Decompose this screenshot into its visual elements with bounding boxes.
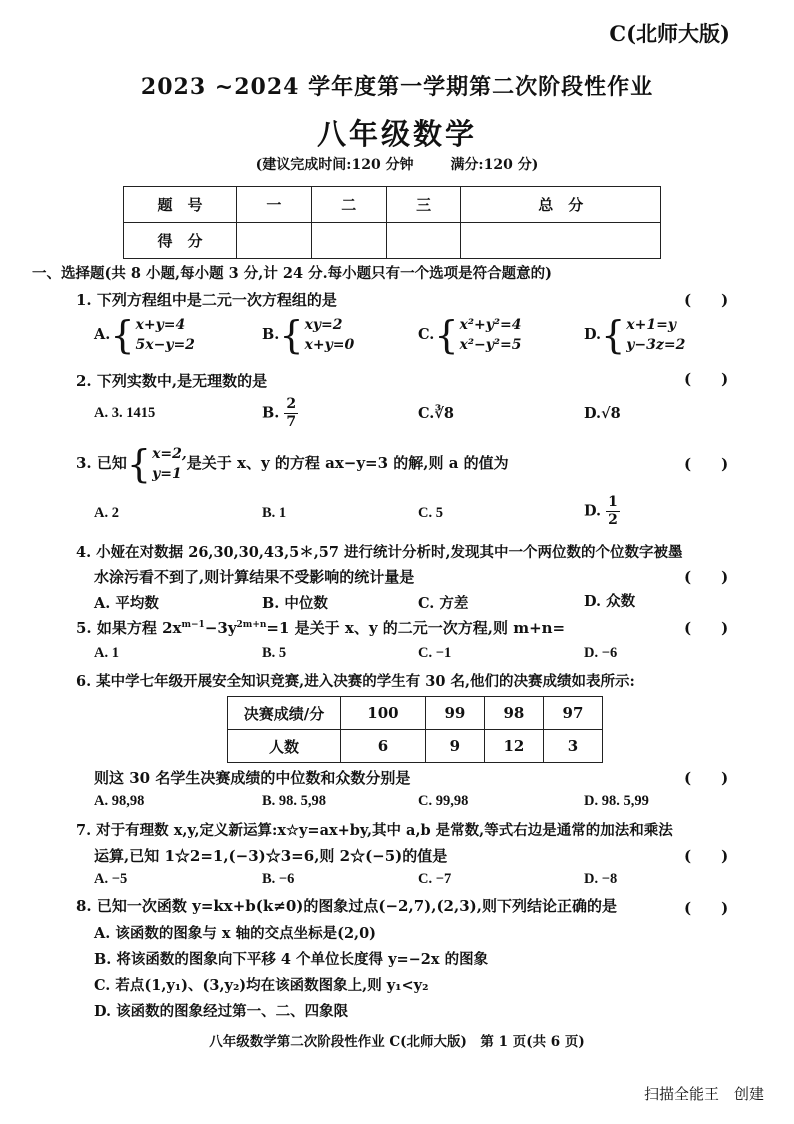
q6-option-d[interactable]: D. 98. 5,99 bbox=[584, 793, 649, 809]
q8-answer-blank[interactable]: ( ) bbox=[684, 899, 729, 917]
q1-a-label: A. bbox=[94, 326, 111, 343]
q5-option-c[interactable]: C. −1 bbox=[418, 645, 452, 661]
q6-table-cell: 100 bbox=[341, 697, 426, 730]
q2-option-b[interactable] bbox=[262, 396, 298, 431]
score-table-score-row bbox=[124, 223, 661, 259]
q5-stem-mid: −3y bbox=[204, 619, 237, 637]
score-header-cell: 三 bbox=[386, 187, 461, 223]
q1-option-a[interactable] bbox=[94, 315, 195, 355]
score-cell-total[interactable] bbox=[461, 223, 661, 259]
left-brace-icon: { bbox=[279, 313, 304, 357]
q3-answer-blank[interactable]: ( ) bbox=[684, 455, 729, 473]
q8-option-c[interactable]: C. 若点(1,y₁)、(3,y₂)均在该函数图象上,则 y₁<y₂ bbox=[94, 977, 429, 994]
q2-option-d[interactable] bbox=[584, 405, 621, 422]
section-heading: 一、选择题(共 8 小题,每小题 3 分,计 24 分.每小题只有一个选项是符合题意的) bbox=[32, 265, 553, 282]
q6-table-cell: 99 bbox=[425, 697, 484, 730]
score-header-cell: 总 分 bbox=[461, 187, 661, 223]
q6-table-cell: 12 bbox=[484, 730, 543, 763]
q3-sys-eq2: y=1 bbox=[152, 466, 182, 482]
time-score-note bbox=[0, 154, 794, 174]
q4-option-d[interactable]: D. 众数 bbox=[584, 593, 636, 610]
q3-option-a[interactable]: A. 2 bbox=[94, 505, 119, 521]
q2-answer-blank[interactable]: ( ) bbox=[684, 370, 729, 388]
q3-d-label: D. bbox=[584, 502, 602, 520]
fraction bbox=[606, 494, 620, 529]
q1-d-label: D. bbox=[584, 326, 602, 343]
q6-answer-blank[interactable]: ( ) bbox=[684, 769, 729, 787]
q3-option-b[interactable]: B. 1 bbox=[262, 505, 287, 521]
q1-b-label: B. bbox=[262, 326, 280, 343]
q6-table-cell: 决赛成绩/分 bbox=[228, 697, 341, 730]
q1-option-c[interactable] bbox=[418, 315, 521, 355]
q6-score-table bbox=[227, 696, 603, 763]
q2-c-label: C. bbox=[418, 405, 435, 422]
q1-answer-blank[interactable]: ( ) bbox=[684, 291, 729, 309]
q6-table-cell: 6 bbox=[341, 730, 426, 763]
q7-option-d[interactable]: D. −8 bbox=[584, 871, 618, 887]
q5-stem bbox=[76, 617, 565, 638]
q3-option-d[interactable] bbox=[584, 494, 620, 529]
q1-b-eq2: x+y=0 bbox=[304, 337, 355, 353]
q8-option-d[interactable]: D. 该函数的图象经过第一、二、四象限 bbox=[94, 1003, 349, 1020]
q6-option-b[interactable]: B. 98. 5,98 bbox=[262, 793, 327, 809]
q2-option-c[interactable] bbox=[418, 405, 454, 422]
q6-table-count-row bbox=[228, 730, 603, 763]
scanner-watermark: 扫描全能王 创建 bbox=[643, 1085, 764, 1103]
q3-option-c[interactable]: C. 5 bbox=[418, 505, 443, 521]
q4-option-b[interactable]: B. 中位数 bbox=[262, 595, 328, 612]
q1-c-eq1: x²+y²=4 bbox=[459, 317, 522, 333]
subject-title: 八年级数学 bbox=[316, 117, 477, 151]
q6-stem: 6. 某中学七年级开展安全知识竞赛,进入决赛的学生有 30 名,他们的决赛成绩如表所示: bbox=[76, 673, 635, 690]
score-note: 满分:120 分) bbox=[450, 157, 539, 173]
q6-follow-up: 则这 30 名学生决赛成绩的中位数和众数分别是 bbox=[94, 769, 411, 787]
page-footer: 八年级数学第二次阶段性作业 C(北师大版) 第 1 页(共 6 页) bbox=[209, 1034, 585, 1050]
q6-table-header-row bbox=[228, 697, 603, 730]
score-cell-1[interactable] bbox=[237, 223, 312, 259]
left-brace-icon: { bbox=[110, 313, 135, 357]
numerator: 2 bbox=[286, 396, 297, 412]
q5-option-d[interactable]: D. −6 bbox=[584, 645, 618, 661]
left-brace-icon: { bbox=[126, 442, 152, 486]
q7-option-c[interactable]: C. −7 bbox=[418, 871, 452, 887]
q4-option-c[interactable]: C. 方差 bbox=[418, 595, 469, 612]
q6-table-cell: 97 bbox=[543, 697, 602, 730]
q7-option-a[interactable]: A. −5 bbox=[94, 871, 128, 887]
denominator: 7 bbox=[286, 414, 297, 430]
q6-option-a[interactable]: A. 98,98 bbox=[94, 793, 145, 809]
q6-option-c[interactable]: C. 99,98 bbox=[418, 793, 469, 809]
q3-stem-pre: 3. 已知 bbox=[76, 454, 127, 472]
q2-stem: 2. 下列实数中,是无理数的是 bbox=[76, 372, 268, 390]
q5-option-b[interactable]: B. 5 bbox=[262, 645, 287, 661]
q1-b-eq1: xy=2 bbox=[304, 317, 343, 333]
q1-a-eq2: 5x−y=2 bbox=[135, 337, 195, 353]
q5-stem-post: =1 是关于 x、y 的二元一次方程,则 m+n= bbox=[266, 619, 566, 637]
q6-table-cell: 人数 bbox=[228, 730, 341, 763]
left-brace-icon: { bbox=[601, 313, 626, 357]
time-note: (建议完成时间:120 分钟 bbox=[255, 157, 414, 173]
q4-option-a[interactable]: A. 平均数 bbox=[94, 595, 159, 612]
square-root-value: √8 bbox=[601, 405, 621, 422]
fraction bbox=[284, 396, 298, 431]
score-cell-3[interactable] bbox=[386, 223, 461, 259]
q7-stem-line1: 7. 对于有理数 x,y,定义新运算:x☆y=ax+by,其中 a,b 是常数,等式右边是通常的加法和乘法 bbox=[76, 822, 673, 839]
q1-d-eq2: y−3z=2 bbox=[626, 337, 686, 353]
q5-exponent-2: 2m+n bbox=[236, 620, 267, 630]
q3-stem-post: 是关于 x、y 的方程 ax−y=3 的解,则 a 的值为 bbox=[186, 454, 509, 472]
score-header-cell: 一 bbox=[237, 187, 312, 223]
q1-a-eq1: x+y=4 bbox=[135, 317, 186, 333]
score-header-cell: 题 号 bbox=[124, 187, 237, 223]
q4-answer-blank[interactable]: ( ) bbox=[684, 568, 729, 586]
q4-stem-line1: 4. 小娅在对数据 26,30,30,43,5＊,57 进行统计分析时,发现其中一个两位数的个位数字被墨 bbox=[76, 544, 683, 561]
q7-option-b[interactable]: B. −6 bbox=[262, 871, 295, 887]
document-title: 2023 ~2024 学年度第一学期第二次阶段性作业 bbox=[140, 74, 654, 100]
cube-root-value: ∛8 bbox=[434, 405, 454, 422]
q3-sys-eq1: x=2, bbox=[152, 446, 187, 462]
q2-b-label: B. bbox=[262, 404, 280, 422]
q1-d-eq1: x+1=y bbox=[626, 317, 676, 333]
score-row-label: 得 分 bbox=[124, 223, 237, 259]
q6-table-cell: 98 bbox=[484, 697, 543, 730]
score-table bbox=[123, 186, 661, 259]
q3-stem bbox=[76, 444, 509, 484]
q4-stem-line2: 水涂污看不到了,则计算结果不受影响的统计量是 bbox=[94, 568, 415, 586]
q1-c-label: C. bbox=[418, 326, 435, 343]
q2-d-label: D. bbox=[584, 405, 602, 422]
q7-answer-blank[interactable]: ( ) bbox=[684, 847, 729, 865]
q7-stem-line2: 运算,已知 1☆2=1,(−3)☆3=6,则 2☆(−5)的值是 bbox=[94, 847, 448, 865]
edition-label: C(北师大版) bbox=[609, 21, 730, 46]
denominator: 2 bbox=[608, 512, 618, 528]
q8-option-b[interactable]: B. 将该函数的图象向下平移 4 个单位长度得 y=−2x 的图象 bbox=[94, 951, 489, 968]
score-table-header-row bbox=[124, 187, 661, 223]
score-cell-2[interactable] bbox=[311, 223, 386, 259]
score-header-cell: 二 bbox=[311, 187, 386, 223]
q6-table-cell: 9 bbox=[425, 730, 484, 763]
q5-exponent-1: m−1 bbox=[181, 620, 205, 630]
q1-stem: 1. 下列方程组中是二元一次方程组的是 bbox=[76, 291, 337, 309]
q2-option-a[interactable]: A. 3. 1415 bbox=[94, 405, 156, 421]
q5-stem-pre: 5. 如果方程 2x bbox=[76, 619, 182, 637]
numerator: 1 bbox=[608, 494, 618, 510]
q8-option-a[interactable]: A. 该函数的图象与 x 轴的交点坐标是(2,0) bbox=[94, 925, 377, 942]
q1-option-b[interactable] bbox=[262, 315, 354, 355]
q5-option-a[interactable]: A. 1 bbox=[94, 645, 119, 661]
q1-c-eq2: x²−y²=5 bbox=[459, 337, 522, 353]
q6-table-cell: 3 bbox=[543, 730, 602, 763]
q5-answer-blank[interactable]: ( ) bbox=[684, 619, 729, 637]
left-brace-icon: { bbox=[434, 313, 459, 357]
q8-stem: 8. 已知一次函数 y=kx+b(k≠0)的图象过点(−2,7),(2,3),则下列结论正确的是 bbox=[76, 897, 617, 915]
q1-option-d[interactable] bbox=[584, 315, 685, 355]
